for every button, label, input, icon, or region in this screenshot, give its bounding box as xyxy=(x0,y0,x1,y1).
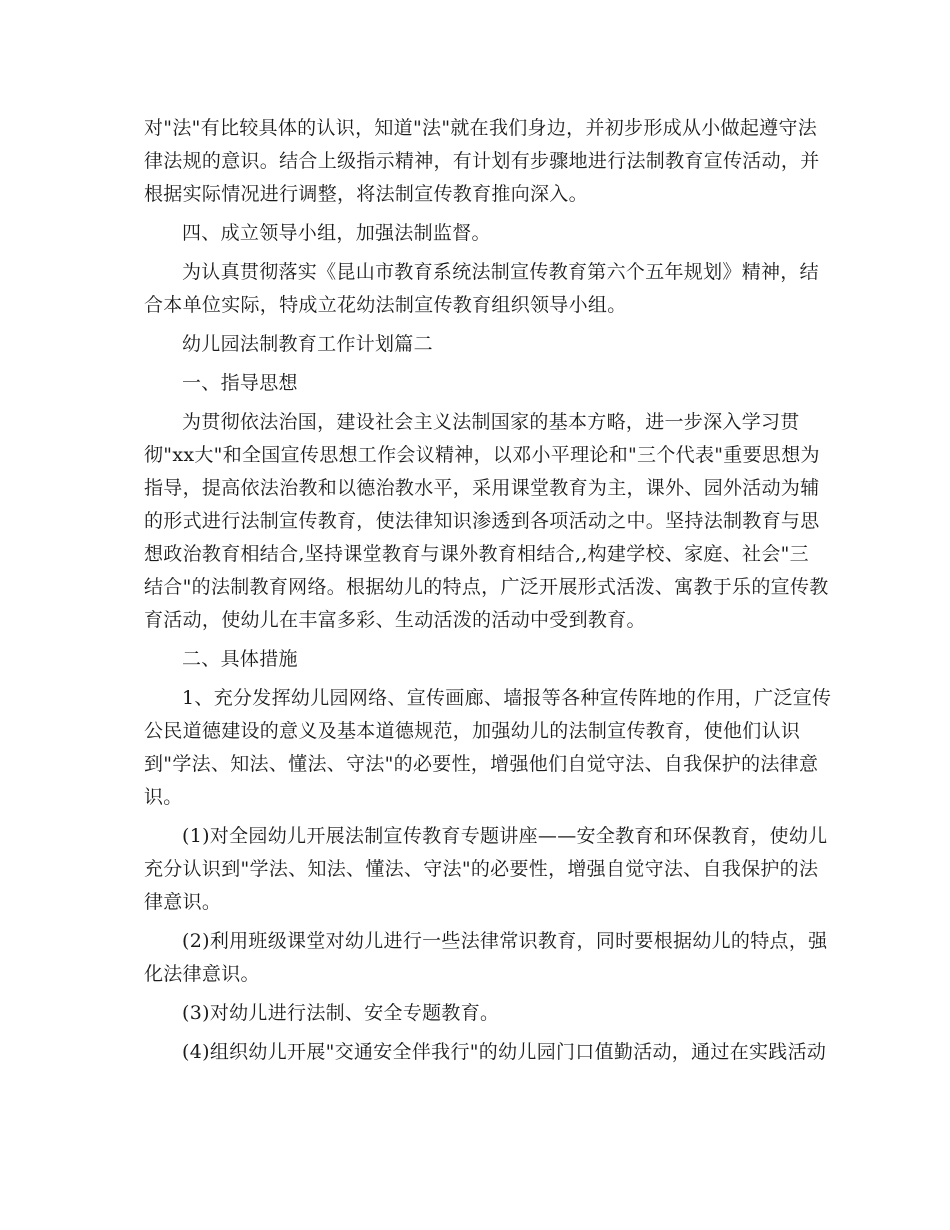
paragraph-line: 对"法"有比较具体的认识，知道"法"就在我们身边，并初步形成从小做起遵守法 xyxy=(144,117,818,139)
article-title: 幼儿园法制教育工作计划篇二 xyxy=(182,333,433,355)
paragraph-line: 育活动，使幼儿在丰富多彩、生动活泼的活动中受到教育。 xyxy=(144,609,646,631)
paragraph-line: 律法规的意识。结合上级指示精神，有计划有步骤地进行法制教育宣传活动，并 xyxy=(144,150,820,172)
paragraph-line: 1、充分发挥幼儿园网络、宣传画廊、墙报等各种宣传阵地的作用，广泛宣传 xyxy=(182,687,832,709)
list-item-line: (2)利用班级课堂对幼儿进行一些法律常识教育，同时要根据幼儿的特点，强 xyxy=(182,930,828,952)
list-item-line: 律意识。 xyxy=(144,891,222,913)
paragraph-line: 彻"xx大"和全国宣传思想工作会议精神，以邓小平理论和"三个代表"重要思想为 xyxy=(144,444,820,466)
list-item-line: (1)对全园幼儿开展法制宣传教育专题讲座——安全教育和环保教育，使幼儿 xyxy=(182,825,828,847)
paragraph-line: 指导，提高依法治教和以德治教水平，采用课堂教育为主，课外、园外活动为辅 xyxy=(144,477,820,499)
list-item-line: 充分认识到"学法、知法、懂法、守法"的必要性，增强自觉守法、自我保护的法 xyxy=(144,858,819,880)
paragraph-line: 结合"的法制教育网络。根据幼儿的特点，广泛开展形式活泼、寓教于乐的宣传教 xyxy=(144,576,829,598)
paragraph-line: 根据实际情况进行调整，将法制宣传教育推向深入。 xyxy=(144,183,588,205)
document-body xyxy=(144,112,832,1069)
paragraph-line: 公民道德建设的意义及基本道德规范，加强幼儿的法制宣传教育，使他们认识 xyxy=(144,720,801,742)
paragraph-line: 的形式进行法制宣传教育，使法律知识渗透到各项活动之中。坚持法制教育与思 xyxy=(144,510,820,532)
paragraph-line: 为认真贯彻落实《昆山市教育系统法制宣传教育第六个五年规划》精神，结 xyxy=(182,261,819,283)
paragraph-line: 想政治教育相结合,坚持课堂教育与课外教育相结合,,构建学校、家庭、社会"三 xyxy=(144,543,809,565)
list-item-line: (3)对幼儿进行法制、安全专题教育。 xyxy=(182,1002,500,1024)
paragraph-line: 到"学法、知法、懂法、守法"的必要性，增强他们自觉守法、自我保护的法律意 xyxy=(144,753,819,775)
section-heading: 四、成立领导小组，加强法制监督。 xyxy=(182,222,491,244)
section-heading: 二、具体措施 xyxy=(182,648,298,670)
paragraph-line: 为贯彻依法治国，建设社会主义法制国家的基本方略，进一步深入学习贯 xyxy=(182,411,800,433)
list-item-line: (4)组织幼儿开展"交通安全伴我行"的幼儿园门口值勤活动，通过在实践活动 xyxy=(182,1041,827,1063)
section-heading: 一、指导思想 xyxy=(182,372,298,394)
paragraph-line: 合本单位实际，特成立花幼法制宣传教育组织领导小组。 xyxy=(144,294,627,316)
paragraph-line: 识。 xyxy=(144,786,183,808)
list-item-line: 化法律意识。 xyxy=(144,963,260,985)
